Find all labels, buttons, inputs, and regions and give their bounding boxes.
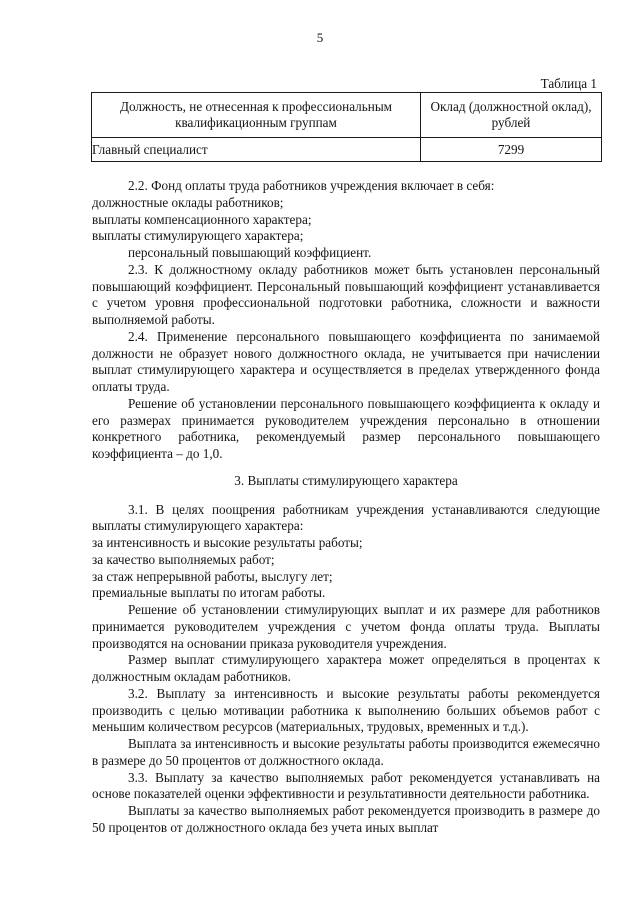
paragraph-size: Размер выплат стимулирующего характера может определяться в процентах к должностным окладам работников. (92, 652, 600, 684)
paragraph-3-1: 3.1. В целях поощрения работникам учреждения устанавливаются следующие выплаты стимулирующего характера: (92, 501, 600, 534)
cell-position: Главный специалист (92, 138, 421, 162)
document-body (92, 178, 600, 837)
list-item: персональный повышающий коэффициент. (128, 245, 372, 260)
paragraph-intensity-payment: Выплата за интенсивность и высокие результаты работы производится ежемесячно в размере до 50 процентов от должностного оклада. (92, 736, 600, 768)
paragraph-2-2: 2.2. Фонд оплаты труда работников учреждения включает в себя: (128, 178, 495, 193)
header-salary: Оклад (должностной оклад), рублей (421, 93, 602, 138)
cell-salary: 7299 (421, 138, 602, 162)
page-number: 5 (316, 30, 324, 45)
list-item: за качество выполняемых работ; (92, 551, 275, 567)
table-header-row (92, 93, 602, 138)
header-position: Должность, не отнесенная к профессиональным квалификационным группам (92, 93, 421, 138)
list-item: за стаж непрерывной работы, выслугу лет; (92, 568, 333, 584)
table-caption: Таблица 1 (540, 76, 597, 91)
list-item: должностные оклады работников; (92, 194, 284, 210)
list-item: премиальные выплаты по итогам работы. (92, 585, 326, 601)
paragraph-quality-payment: Выплаты за качество выполняемых работ рекомендуется производить в размере до 50 процентов от должностного оклада без учета иных выплат (92, 803, 600, 835)
table-row (92, 138, 602, 162)
paragraph-2-4: 2.4. Применение персонального повышающего коэффициента по занимаемой должности не образует нового должностного оклада, не учитывается при начислении выплат стимулирующего характера и осуществляется в пределах утвержденного фонда оплаты труда. (92, 328, 600, 394)
paragraph-3-3: 3.3. Выплату за качество выполняемых работ рекомендуется устанавливать на основе показателей оценки эффективности и результативности деятельности работника. (92, 769, 600, 802)
list-item: за интенсивность и высокие результаты работы; (92, 535, 363, 550)
list-item: выплаты стимулирующего характера; (92, 228, 304, 244)
paragraph-2-3: 2.3. К должностному окладу работников может быть установлен персональный повышающий коэффициент. Персональный повышающий коэффициент устанавливается с учетом уровня профессиональной подготовки работника, сложности и важности выполняемой работы. (92, 261, 600, 327)
section-heading: 3. Выплаты стимулирующего характера (234, 472, 458, 488)
paragraph-decision-stimulus: Решение об установлении стимулирующих выплат и их размере для работников принимается руководителем учреждения с учетом фонда оплаты труда. Выплаты производятся на основании приказа руководителя учреждения. (92, 602, 600, 651)
salary-table (91, 92, 602, 162)
paragraph-3-2: 3.2. Выплату за интенсивность и высокие результаты работы рекомендуется производить с целью мотивации работника к выполнению больших объемов работ с меньшим количеством ресурсов (материальных, трудовых, временных и т.д.). (92, 685, 600, 735)
paragraph-decision: Решение об установлении персонального повышающего коэффициента к окладу и его размерах принимается руководителем учреждения персонально в отношении конкретного работника, рекомендуемый размер персонального повышающего коэффициента – до 1,0. (92, 395, 600, 461)
list-item: выплаты компенсационного характера; (92, 211, 312, 227)
